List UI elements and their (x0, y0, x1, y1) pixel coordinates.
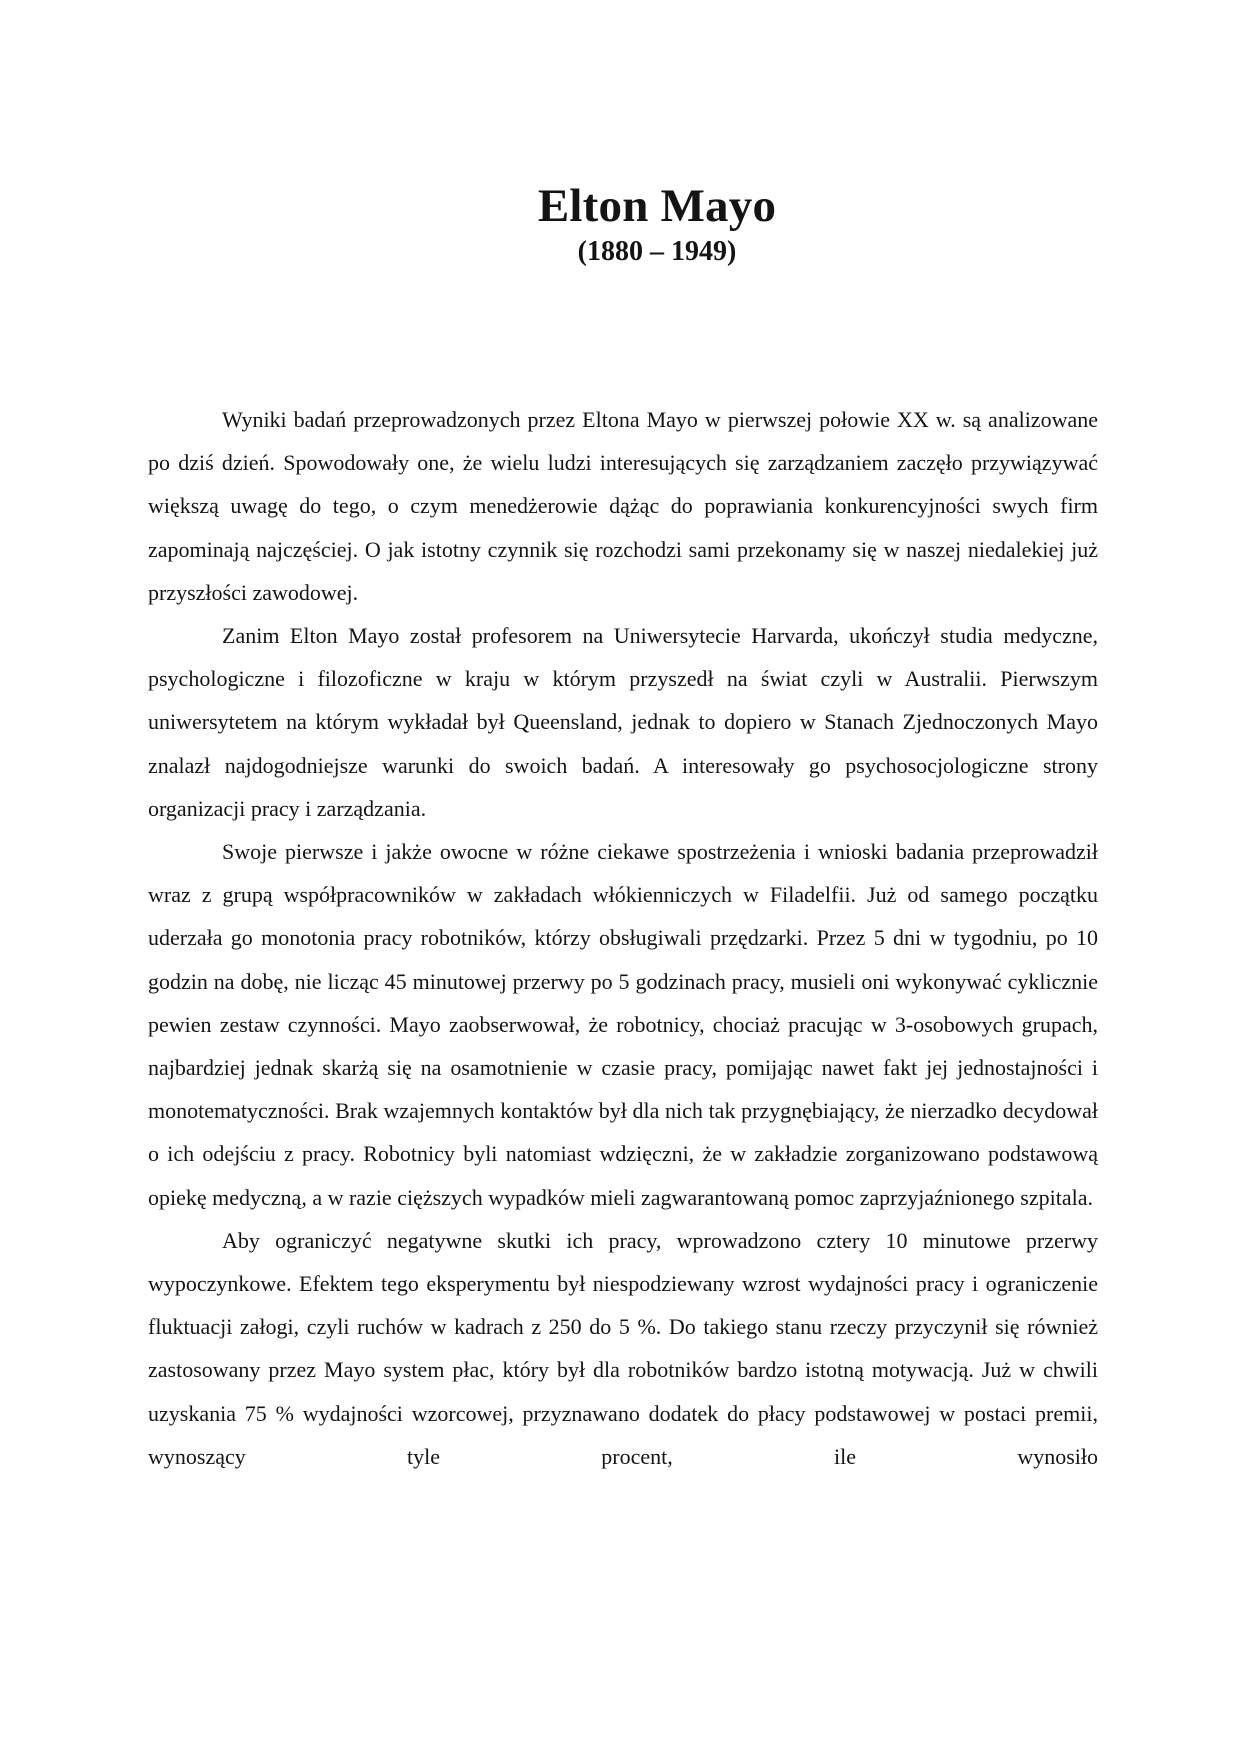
paragraph-1: Wyniki badań przeprowadzonych przez Eltona Mayo w pierwszej połowie XX w. są analizowane po dziś dzień. Spowodowały one, że wielu ludzi interesujących się zarządzaniem zaczęło przywiązywać większą uwagę do tego, o czym menedżerowie dążąc do poprawiania konkurencyjności swych firm zapominają najczęściej. O jak istotny czynnik się rozchodzi sami przekonamy się w naszej niedalekiej już przyszłości zawodowej. (148, 407, 1098, 605)
paragraph-2: Zanim Elton Mayo został profesorem na Uniwersytecie Harvarda, ukończył studia medyczne, psychologiczne i filozoficzne w kraju w którym przyszedł na świat czyli w Australii. Pierwszym uniwersytetem na którym wykładał był Queensland, jednak to dopiero w Stanach Zjednoczonych Mayo znalazł najdogodniejsze warunki do swoich badań. A interesowały go psychosocjologiczne strony organizacji pracy i zarządzania. (148, 623, 1098, 821)
paragraph-3: Swoje pierwsze i jakże owocne w różne ciekawe spostrzeżenia i wnioski badania przeprowadził wraz z grupą współpracowników w zakładach włókienniczych w Filadelfii. Już od samego początku uderzała go monotonia pracy robotników, którzy obsługiwali przędzarki. Przez 5 dni w tygodniu, po 10 godzin na dobę, nie licząc 45 minutowej przerwy po 5 godzinach pracy, musieli oni wykonywać cyklicznie pewien zestaw czynności. Mayo zaobserwował, że robotnicy, chociaż pracując w 3-osobowych grupach, najbardziej jednak skarżą się na osamotnienie w czasie pracy, pomijając nawet fakt jej jednostajności i monotematyczności. Brak wzajemnych kontaktów był dla nich tak przygnębiający, że nierzadko decydował o ich odejściu z pracy. Robotnicy byli natomiast wdzięczni, że w zakładzie zorganizowano podstawową opiekę medyczną, a w razie cięższych wypadków mieli zagwarantowaną pomoc zaprzyjaźnionego szpitala. (148, 839, 1098, 1210)
document-title: Elton Mayo (537, 180, 777, 232)
life-dates: (1880 – 1949) (577, 236, 737, 267)
paragraph-4: Aby ograniczyć negatywne skutki ich pracy, wprowadzono cztery 10 minutowe przerwy wypoczynkowe. Efektem tego eksperymentu był niespodziewany wzrost wydajności pracy i ograniczenie fluktuacji załogi, czyli ruchów w kadrach z 250 do 5 %. Do takiego stanu rzeczy przyczynił się również zastosowany przez Mayo system płac, który był dla robotników bardzo istotną motywacją. Już w chwili uzyskania 75 % wydajności wzorcowej, przyznawano dodatek do płacy podstawowej w postaci premii, wynoszący tyle procent, ile wynosiło (148, 1227, 1098, 1469)
document-body (148, 398, 1098, 1478)
